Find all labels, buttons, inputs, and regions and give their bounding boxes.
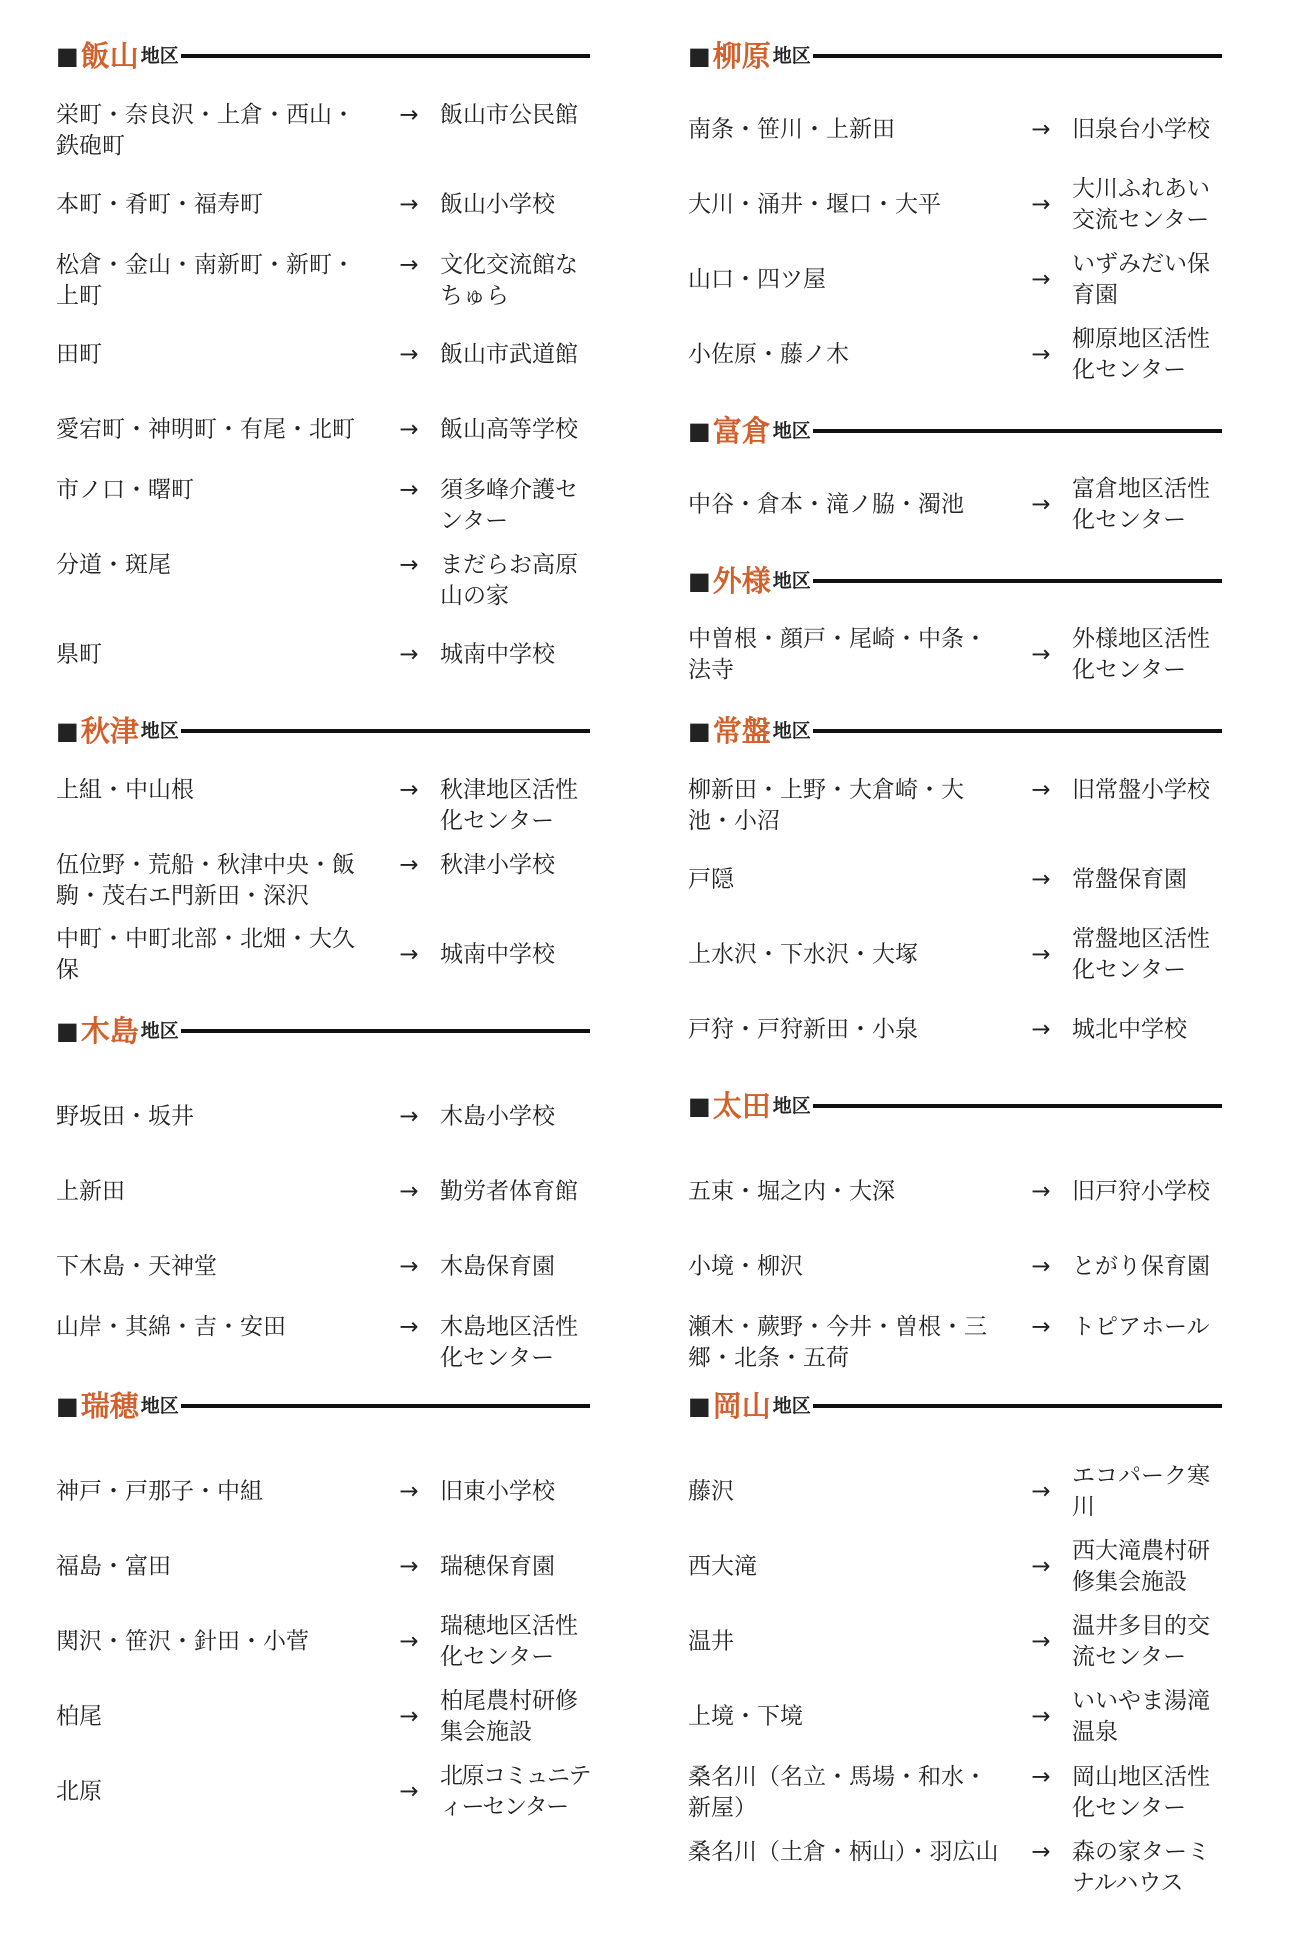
shelter-row (56, 92, 590, 168)
district-heading (688, 1086, 1222, 1126)
shelter-row (56, 1679, 590, 1755)
area-names: 五束・堀之内・大深 (688, 1178, 895, 1205)
shelter-name: 城北中学校 (1072, 1016, 1187, 1043)
district-suffix: 地区 (772, 1094, 811, 1117)
shelter-name: 勤労者体育館 (440, 1178, 578, 1205)
right-arrow-icon: → (399, 477, 419, 503)
district-heading (56, 1011, 590, 1051)
right-arrow-icon: → (1031, 1016, 1051, 1043)
district-suffix: 地区 (140, 44, 179, 67)
shelter-name: 須多峰介護センター (440, 477, 578, 534)
shelter-name: いずみだい保育園 (1072, 251, 1210, 308)
district-name: 常盤 (712, 713, 771, 748)
district-suffix: 地区 (140, 1394, 179, 1417)
right-arrow-icon: → (1031, 341, 1051, 368)
district-heading (688, 561, 1222, 601)
district-heading (688, 711, 1222, 751)
district-heading (56, 1386, 590, 1426)
right-arrow-icon: → (399, 641, 419, 668)
right-arrow-icon: → (1031, 491, 1051, 518)
shelter-name: 外様地区活性化センター (1072, 626, 1210, 683)
area-names: 県町 (56, 641, 102, 668)
square-mark-icon: ■ (688, 567, 711, 595)
square-mark-icon: ■ (688, 417, 711, 445)
area-names: 福島・富田 (56, 1553, 171, 1580)
shelter-name: エコパーク寒川 (1072, 1463, 1210, 1520)
shelter-name: 大川ふれあい交流センター (1072, 176, 1210, 233)
shelter-row (56, 842, 590, 918)
shelter-row (56, 1529, 590, 1605)
right-arrow-icon: → (1031, 1628, 1051, 1655)
shelter-row (688, 1679, 1222, 1755)
square-mark-icon: ■ (56, 717, 79, 745)
shelter-name: いいやま湯滝温泉 (1072, 1688, 1210, 1745)
area-names: 戸隠 (688, 866, 734, 893)
shelter-row (688, 1604, 1222, 1680)
right-arrow-icon: → (1031, 1178, 1051, 1205)
shelter-name: 秋津小学校 (440, 852, 555, 878)
district-name: 瑞穂 (80, 1388, 139, 1423)
right-arrow-icon: → (399, 1178, 419, 1205)
district-name: 飯山 (80, 38, 139, 73)
shelter-name: 飯山市武道館 (440, 341, 578, 368)
district-suffix: 地区 (140, 719, 179, 742)
area-names: 桑名川（名立・馬場・和水・新屋） (688, 1764, 987, 1821)
shelter-name: トピアホール (1072, 1314, 1210, 1340)
district-name: 岡山 (712, 1388, 771, 1423)
right-arrow-icon: → (1031, 1253, 1051, 1280)
area-names: 神戸・戸那子・中組 (56, 1478, 263, 1505)
right-arrow-icon: → (1031, 1839, 1051, 1865)
heading-rule (181, 1029, 590, 1033)
area-names: 中谷・倉本・滝ノ脇・濁池 (688, 491, 964, 518)
shelter-row (56, 1229, 590, 1305)
shelter-row (56, 1604, 590, 1680)
shelter-name: 旧常盤小学校 (1072, 777, 1210, 803)
shelter-name: 常盤地区活性化センター (1072, 926, 1210, 983)
shelter-name: 柏尾農村研修集会施設 (440, 1688, 578, 1745)
shelter-name: 岡山地区活性化センター (1072, 1764, 1210, 1821)
shelter-row (56, 1454, 590, 1530)
area-names: 松倉・金山・南新町・新町・上町 (56, 252, 355, 309)
heading-rule (813, 729, 1222, 733)
area-names: 上新田 (56, 1178, 125, 1205)
shelter-row (56, 392, 590, 468)
district-suffix: 地区 (140, 1019, 179, 1042)
shelter-name: 温井多目的交流センター (1072, 1613, 1210, 1670)
right-arrow-icon: → (1031, 1703, 1051, 1730)
right-arrow-icon: → (399, 1253, 419, 1280)
shelter-row (56, 917, 590, 993)
area-names: 伍位野・荒船・秋津中央・飯駒・茂右エ門新田・深沢 (56, 852, 355, 909)
right-arrow-icon: → (399, 1553, 419, 1580)
heading-rule (181, 1404, 590, 1408)
shelter-name: 木島小学校 (440, 1103, 555, 1130)
right-arrow-icon: → (399, 1703, 419, 1730)
heading-rule (813, 429, 1222, 433)
right-arrow-icon: → (1031, 866, 1051, 893)
shelter-row (56, 617, 590, 693)
shelter-row (688, 467, 1222, 543)
shelter-name: まだらお高原山の家 (440, 552, 578, 609)
right-arrow-icon: → (1031, 266, 1051, 293)
district-name: 柳原 (712, 38, 771, 73)
area-names: 山口・四ツ屋 (688, 266, 826, 293)
area-names: 大川・涌井・堰口・大平 (688, 191, 941, 218)
shelter-row (56, 242, 590, 318)
shelter-name: 木島保育園 (440, 1253, 555, 1280)
square-mark-icon: ■ (56, 42, 79, 70)
right-arrow-icon: → (1031, 191, 1051, 218)
right-arrow-icon: → (1031, 116, 1051, 143)
shelter-name: 旧東小学校 (440, 1478, 555, 1505)
shelter-row (688, 1754, 1222, 1830)
area-names: 柏尾 (56, 1703, 102, 1730)
right-arrow-icon: → (399, 1478, 419, 1505)
right-arrow-icon: → (399, 941, 419, 968)
district-heading (688, 1386, 1222, 1426)
area-names: 山岸・其綿・吉・安田 (56, 1314, 286, 1340)
shelter-name: 常盤保育園 (1072, 866, 1187, 893)
district-name: 富倉 (712, 413, 771, 448)
square-mark-icon: ■ (688, 1092, 711, 1120)
area-names: 市ノ口・曙町 (56, 477, 194, 503)
shelter-name: 富倉地区活性化センター (1072, 476, 1210, 533)
right-arrow-icon: → (399, 1628, 419, 1655)
shelter-name: 城南中学校 (440, 641, 555, 668)
area-names: 上水沢・下水沢・大塚 (688, 941, 918, 968)
shelter-name: 城南中学校 (440, 941, 555, 968)
district-heading (688, 411, 1222, 451)
shelter-name: 北原コミュニティーセンター (440, 1763, 591, 1820)
right-arrow-icon: → (1031, 641, 1051, 668)
area-names: 北原 (56, 1778, 102, 1805)
square-mark-icon: ■ (688, 42, 711, 70)
shelter-name: 旧泉台小学校 (1072, 116, 1210, 143)
shelter-name: 木島地区活性化センター (440, 1314, 578, 1371)
shelter-row (688, 92, 1222, 168)
heading-rule (181, 729, 590, 733)
shelter-row (688, 842, 1222, 918)
shelter-name: 瑞穂保育園 (440, 1553, 555, 1580)
area-names: 本町・肴町・福寿町 (56, 191, 263, 218)
shelter-name: 飯山市公民館 (440, 102, 578, 128)
shelter-name: 瑞穂地区活性化センター (440, 1613, 578, 1670)
shelter-row (688, 917, 1222, 993)
shelter-row (688, 1529, 1222, 1605)
right-arrow-icon: → (399, 341, 419, 368)
right-arrow-icon: → (399, 1314, 419, 1340)
square-mark-icon: ■ (688, 1392, 711, 1420)
area-names: 田町 (56, 341, 102, 368)
district-suffix: 地区 (772, 44, 811, 67)
right-arrow-icon: → (1031, 1478, 1051, 1505)
area-names: 温井 (688, 1628, 734, 1655)
area-names: 関沢・笹沢・針田・小菅 (56, 1628, 309, 1655)
shelter-row (688, 1454, 1222, 1530)
shelter-row (56, 767, 590, 843)
right-arrow-icon: → (399, 852, 419, 878)
area-names: 西大滝 (688, 1553, 757, 1580)
shelter-name: 西大滝農村研修集会施設 (1072, 1538, 1210, 1595)
shelter-row (688, 1829, 1222, 1905)
district-name: 秋津 (80, 713, 139, 748)
shelter-row (688, 1304, 1222, 1380)
district-suffix: 地区 (772, 719, 811, 742)
shelter-row (56, 1079, 590, 1155)
shelter-row (688, 242, 1222, 318)
area-names: 愛宕町・神明町・有尾・北町 (56, 416, 355, 443)
right-arrow-icon: → (399, 252, 419, 278)
district-heading (56, 711, 590, 751)
area-names: 分道・斑尾 (56, 552, 171, 578)
shelter-name: 旧戸狩小学校 (1072, 1178, 1210, 1205)
area-names: 瀬木・蕨野・今井・曽根・三郷・北条・五荷 (688, 1314, 987, 1371)
district-suffix: 地区 (772, 569, 811, 592)
right-arrow-icon: → (399, 1103, 419, 1130)
right-arrow-icon: → (399, 777, 419, 803)
square-mark-icon: ■ (56, 1392, 79, 1420)
heading-rule (813, 54, 1222, 58)
district-suffix: 地区 (772, 1394, 811, 1417)
shelter-name: とがり保育園 (1072, 1253, 1210, 1280)
right-arrow-icon: → (1031, 1314, 1051, 1340)
right-arrow-icon: → (1031, 1764, 1051, 1790)
right-arrow-icon: → (1031, 777, 1051, 803)
shelter-row (688, 1229, 1222, 1305)
shelter-row (56, 167, 590, 243)
shelter-name: 飯山小学校 (440, 191, 555, 218)
area-names: 小佐原・藤ノ木 (688, 341, 849, 368)
area-names: 野坂田・坂井 (56, 1103, 194, 1130)
square-mark-icon: ■ (56, 1017, 79, 1045)
shelter-row (688, 767, 1222, 843)
area-names: 栄町・奈良沢・上倉・西山・鉄砲町 (56, 102, 355, 159)
shelter-row (56, 1754, 590, 1830)
area-names: 戸狩・戸狩新田・小泉 (688, 1016, 918, 1043)
area-names: 上境・下境 (688, 1703, 803, 1730)
right-arrow-icon: → (399, 1778, 419, 1805)
area-names: 桑名川（土倉・柄山）・羽広山 (688, 1839, 999, 1865)
shelter-name: 森の家ターミナルハウス (1072, 1839, 1210, 1896)
district-name: 外様 (712, 563, 771, 598)
shelter-row (688, 1154, 1222, 1230)
heading-rule (813, 579, 1222, 583)
shelter-name: 柳原地区活性化センター (1072, 326, 1210, 383)
area-names: 上組・中山根 (56, 777, 194, 803)
shelter-row (56, 1154, 590, 1230)
area-names: 藤沢 (688, 1478, 734, 1505)
right-arrow-icon: → (399, 416, 419, 443)
right-arrow-icon: → (399, 102, 419, 128)
heading-rule (813, 1104, 1222, 1108)
area-names: 下木島・天神堂 (56, 1253, 217, 1280)
shelter-row (688, 992, 1222, 1068)
area-names: 中曽根・顔戸・尾崎・中条・法寺 (688, 626, 987, 683)
shelter-name: 飯山高等学校 (440, 416, 578, 443)
right-arrow-icon: → (399, 191, 419, 218)
area-names: 南条・笹川・上新田 (688, 116, 895, 143)
square-mark-icon: ■ (688, 717, 711, 745)
district-name: 木島 (80, 1013, 139, 1048)
shelter-name: 秋津地区活性化センター (440, 777, 578, 834)
district-heading (56, 36, 590, 76)
shelter-row (688, 167, 1222, 243)
area-names: 柳新田・上野・大倉崎・大池・小沼 (688, 777, 964, 834)
district-suffix: 地区 (772, 419, 811, 442)
district-heading (688, 36, 1222, 76)
shelter-row (56, 467, 590, 543)
shelter-row (56, 1304, 590, 1380)
right-arrow-icon: → (1031, 941, 1051, 968)
district-name: 太田 (712, 1088, 771, 1123)
shelter-row (688, 617, 1222, 693)
shelter-name: 文化交流館なちゅら (440, 252, 578, 309)
right-arrow-icon: → (399, 552, 419, 578)
right-arrow-icon: → (1031, 1553, 1051, 1580)
shelter-row (56, 317, 590, 393)
area-names: 中町・中町北部・北畑・大久保 (56, 926, 355, 983)
area-names: 小境・柳沢 (688, 1253, 803, 1280)
heading-rule (813, 1404, 1222, 1408)
shelter-row (56, 542, 590, 618)
shelter-row (688, 317, 1222, 393)
heading-rule (181, 54, 590, 58)
